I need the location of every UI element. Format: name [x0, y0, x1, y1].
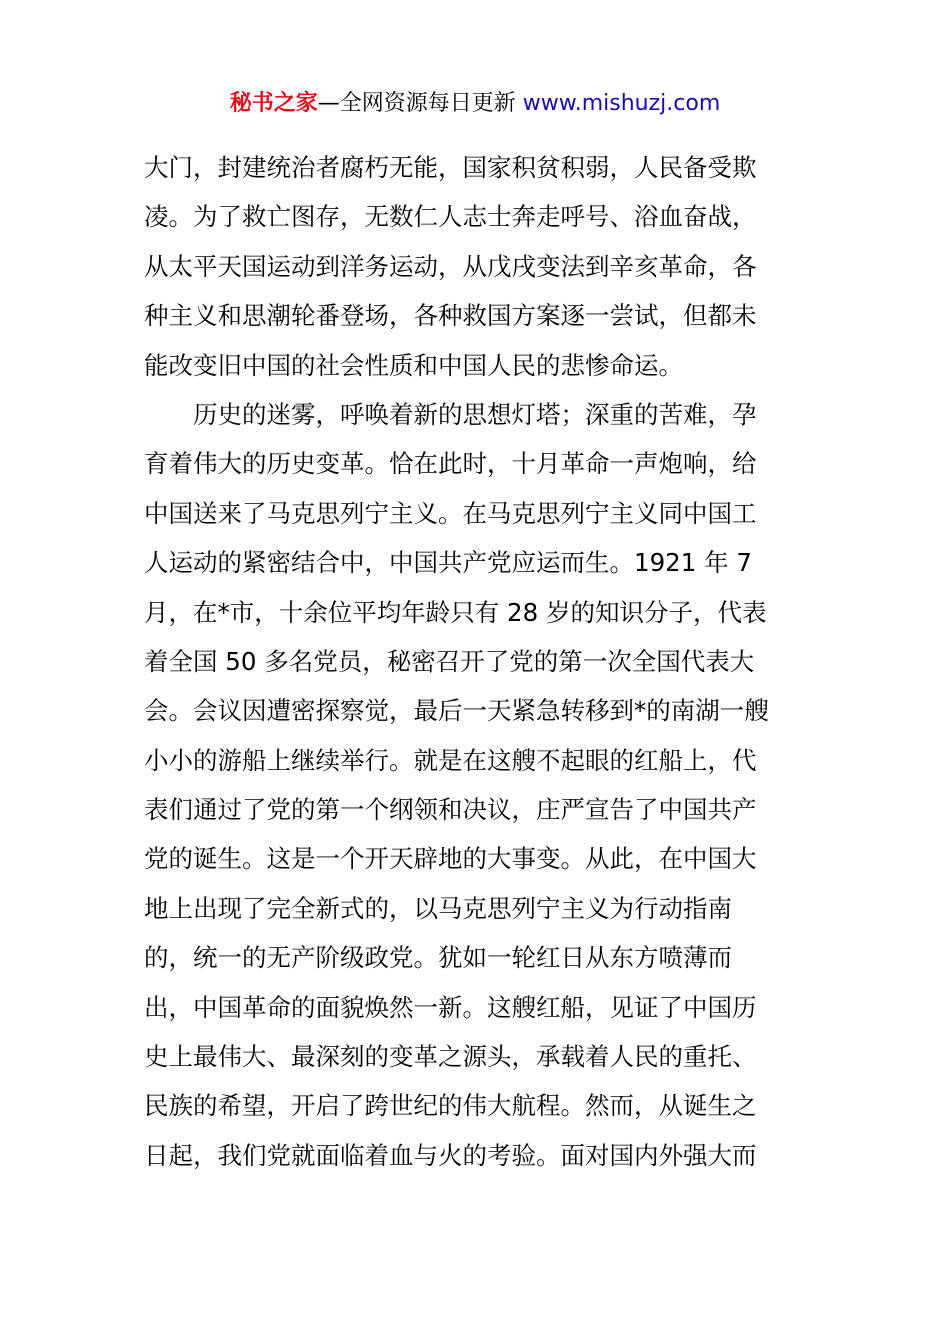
text-line: 能改变旧中国的社会性质和中国人民的悲惨命运。	[144, 350, 683, 380]
text-line: 表们通过了党的第一个纲领和决议，庄严宣告了中国共产	[144, 795, 757, 825]
text-line: 人运动的紧密结合中，中国共产党应运而生。1921 年 7	[144, 548, 753, 578]
site-brand: 秘书之家	[229, 91, 318, 116]
page-header	[0, 88, 950, 120]
text-line: 地上出现了完全新式的，以马克思列宁主义为行动指南	[144, 893, 732, 923]
text-line: 月，在*市，十余位平均年龄只有 28 岁的知识分子，代表	[144, 597, 767, 627]
document-body	[144, 143, 814, 1180]
text-line: 着全国 50 多名党员，秘密召开了党的第一次全国代表大	[144, 646, 755, 676]
text-line: 小小的游船上继续举行。就是在这艘不起眼的红船上，代	[144, 745, 757, 775]
site-tagline: —全网资源每日更新	[317, 91, 516, 116]
text-line: 育着伟大的历史变革。恰在此时，十月革命一声炮响，给	[144, 449, 757, 479]
text-line: 党的诞生。这是一个开天辟地的大事变。从此，在中国大	[144, 844, 757, 874]
text-line: 日起，我们党就面临着血与火的考验。面对国内外强大而	[144, 1140, 757, 1170]
text-line: 从太平天国运动到洋务运动，从戊戌变法到辛亥革命，各	[144, 251, 757, 281]
text-line: 出，中国革命的面貌焕然一新。这艘红船，见证了中国历	[144, 992, 757, 1022]
text-line: 民族的希望，开启了跨世纪的伟大航程。然而，从诞生之	[144, 1091, 757, 1121]
text-line: 史上最伟大、最深刻的变革之源头，承载着人民的重托、	[144, 1042, 757, 1072]
text-line: 的，统一的无产阶级政党。犹如一轮红日从东方喷薄而	[144, 943, 732, 973]
text-line: 种主义和思潮轮番登场，各种救国方案逐一尝试，但都未	[144, 301, 757, 331]
site-url-link[interactable]: www.mishuzj.com	[522, 91, 721, 116]
text-line: 大门，封建统治者腐朽无能，国家积贫积弱，人民备受欺	[144, 153, 757, 182]
text-line: 历史的迷雾，呼唤着新的思想灯塔；深重的苦难，孕	[193, 399, 757, 429]
text-line: 会。会议因遭密探察觉，最后一天紧急转移到*的南湖一艘	[144, 696, 769, 726]
text-line: 凌。为了救亡图存，无数仁人志士奔走呼号、浴血奋战，	[144, 202, 757, 232]
text-line: 中国送来了马克思列宁主义。在马克思列宁主义同中国工	[144, 498, 757, 528]
